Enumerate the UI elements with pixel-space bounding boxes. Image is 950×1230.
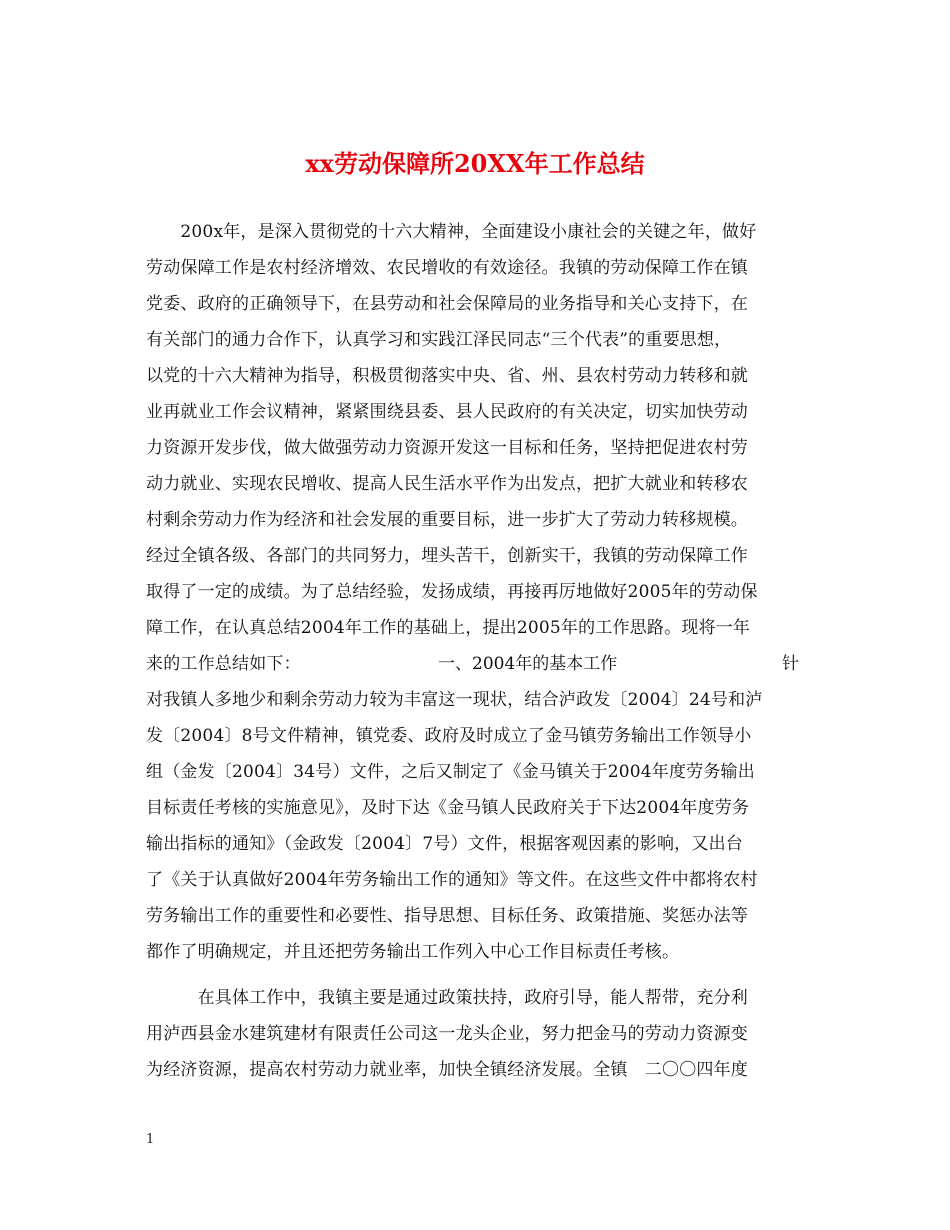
text-line: 业再就业工作会议精神，紧紧围绕县委、县人民政府的有关决定，切实加快劳动 bbox=[146, 402, 748, 422]
text-line: 来的工作总结如下： bbox=[146, 654, 301, 674]
text-line: 村剩余劳动力作为经济和社会发展的重要目标，进一步扩大了劳动力转移规模。 bbox=[146, 510, 748, 530]
text-line: 有关部门的通力合作下，认真学习和实践江泽民同志“三个代表”的重要思想， bbox=[146, 330, 732, 350]
text-line: 了《关于认真做好2004年劳务输出工作的通知》等文件。在这些文件中都将农村 bbox=[146, 870, 758, 890]
section-heading: 一、2004年的基本工作 bbox=[438, 654, 618, 674]
text-line: 在具体工作中，我镇主要是通过政策扶持，政府引导，能人帮带，充分利 bbox=[146, 988, 748, 1008]
text-line: 对我镇人多地少和剩余劳动力较为丰富这一现状，结合泸政发〔2004〕24号和泸 bbox=[146, 690, 763, 710]
text-line: 取得了一定的成绩。为了总结经验，发扬成绩，再接再厉地做好2005年的劳动保 bbox=[146, 582, 758, 602]
text-fragment: 针 bbox=[782, 654, 799, 674]
page-number: 1 bbox=[146, 1132, 155, 1147]
text-line: 经过全镇各级、各部门的共同努力，埋头苦干，创新实干，我镇的劳动保障工作 bbox=[146, 546, 748, 566]
text-line: 劳动保障工作是农村经济增效、农民增收的有效途径。我镇的劳动保障工作在镇 bbox=[146, 258, 748, 278]
text-line: 目标责任考核的实施意见》，及时下达《金马镇人民政府关于下达2004年度劳务 bbox=[146, 798, 750, 818]
text-line: 发〔2004〕8号文件精神，镇党委、政府及时成立了金马镇劳务输出工作领导小 bbox=[146, 726, 752, 746]
text-line: 以党的十六大精神为指导，积极贯彻落实中央、省、州、县农村劳动力转移和就 bbox=[146, 366, 748, 386]
text-line: 劳务输出工作的重要性和必要性、指导思想、目标任务、政策措施、奖惩办法等 bbox=[146, 906, 748, 926]
text-line: 输出指标的通知》（金政发〔2004〕7号）文件，根据客观因素的影响，又出台 bbox=[146, 834, 743, 854]
text-line: 200x年，是深入贯彻党的十六大精神，全面建设小康社会的关键之年，做好 bbox=[146, 222, 757, 242]
text-line: 用泸西县金水建筑建材有限责任公司这一龙头企业，努力把金马的劳动力资源变 bbox=[146, 1024, 748, 1044]
text-line: 组（金发〔2004〕34号）文件，之后又制定了《金马镇关于2004年度劳务输出 bbox=[146, 762, 755, 782]
text-line: 党委、政府的正确领导下，在县劳动和社会保障局的业务指导和关心支持下，在 bbox=[146, 294, 748, 314]
text-line: 为经济资源，提高农村劳动力就业率，加快全镇经济发展。全镇 二〇〇四年度 bbox=[146, 1060, 748, 1080]
text-line: 力资源开发步伐，做大做强劳动力资源开发这一目标和任务，坚持把促进农村劳 bbox=[146, 438, 748, 458]
text-line: 动力就业、实现农民增收、提高人民生活水平作为出发点，把扩大就业和转移农 bbox=[146, 474, 748, 494]
document-title: xx劳动保障所20XX年工作总结 bbox=[305, 149, 645, 178]
text-line: 障工作，在认真总结2004年工作的基础上，提出2005年的工作思路。现将一年 bbox=[146, 618, 751, 638]
text-line: 都作了明确规定，并且还把劳务输出工作列入中心工作目标责任考核。 bbox=[146, 942, 680, 962]
